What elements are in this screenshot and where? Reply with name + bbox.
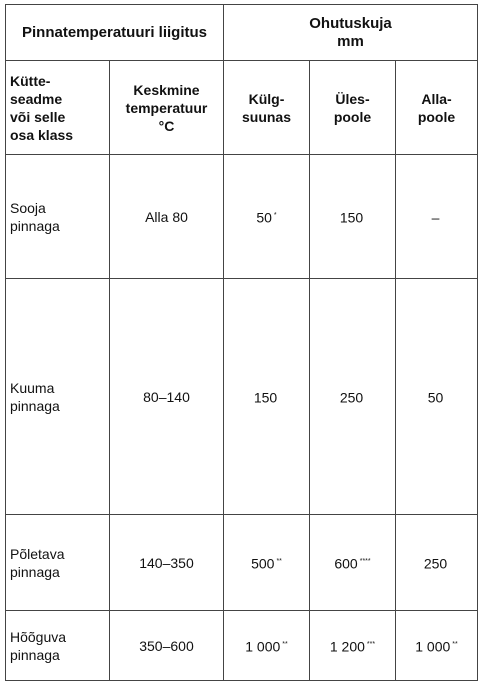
row-temperature: Alla 80 (110, 155, 224, 279)
footnote-mark: ** (276, 557, 282, 565)
value: 50 (256, 209, 272, 226)
value: 150 (339, 209, 364, 226)
row-upward (310, 279, 396, 515)
footnote-mark: ** (282, 640, 288, 648)
column-header-downward: Alla- poole (396, 61, 478, 155)
row-downward (396, 155, 478, 279)
row-downward (396, 515, 478, 611)
row-downward (396, 611, 478, 681)
value: 600 (334, 555, 358, 572)
row-sideways (224, 155, 310, 279)
row-sideways (224, 515, 310, 611)
row-class: Kuuma pinnaga (6, 279, 110, 515)
value: 50 (427, 389, 444, 406)
footnote-mark: * (273, 211, 277, 219)
row-class: Sooja pinnaga (6, 155, 110, 279)
table-row (6, 515, 478, 611)
row-sideways (224, 279, 310, 515)
row-temperature: 140–350 (110, 515, 224, 611)
value: 250 (423, 555, 448, 572)
column-header-class: Kütte- seadme või selle osa klass (6, 61, 110, 155)
row-temperature: 80–140 (110, 279, 224, 515)
row-upward (310, 515, 396, 611)
row-sideways (224, 611, 310, 681)
row-downward (396, 279, 478, 515)
footnote-mark: **** (359, 557, 371, 565)
row-upward (310, 611, 396, 681)
table-row (6, 279, 478, 515)
footnote-mark: *** (366, 640, 376, 648)
column-header-temperature: Keskmine temperatuur °C (110, 61, 224, 155)
value: – (431, 209, 440, 226)
column-header-sideways: Külg- suunas (224, 61, 310, 155)
value: 500 (251, 555, 275, 572)
value: 150 (253, 389, 278, 406)
safety-distance-header (224, 5, 478, 61)
row-temperature: 350–600 (110, 611, 224, 681)
header-text: Ohutuskuja (309, 14, 392, 32)
safety-distance-table (5, 4, 478, 681)
value: 1 200 (329, 638, 365, 655)
header-row-columns (6, 61, 478, 155)
table-row (6, 611, 478, 681)
header-row-group (6, 5, 478, 61)
row-class: Hõõguva pinnaga (6, 611, 110, 681)
row-upward (310, 155, 396, 279)
table-row (6, 155, 478, 279)
row-class: Põletava pinnaga (6, 515, 110, 611)
value: 1 000 (415, 638, 451, 655)
footnote-mark: ** (452, 640, 458, 648)
unit-text: mm (337, 32, 364, 50)
surface-temperature-classification-header (6, 5, 224, 61)
header-text: Pinnatemperatuuri liigitus (21, 23, 208, 41)
value: 1 000 (245, 638, 281, 655)
value: 250 (339, 389, 364, 406)
column-header-upward: Üles- poole (310, 61, 396, 155)
